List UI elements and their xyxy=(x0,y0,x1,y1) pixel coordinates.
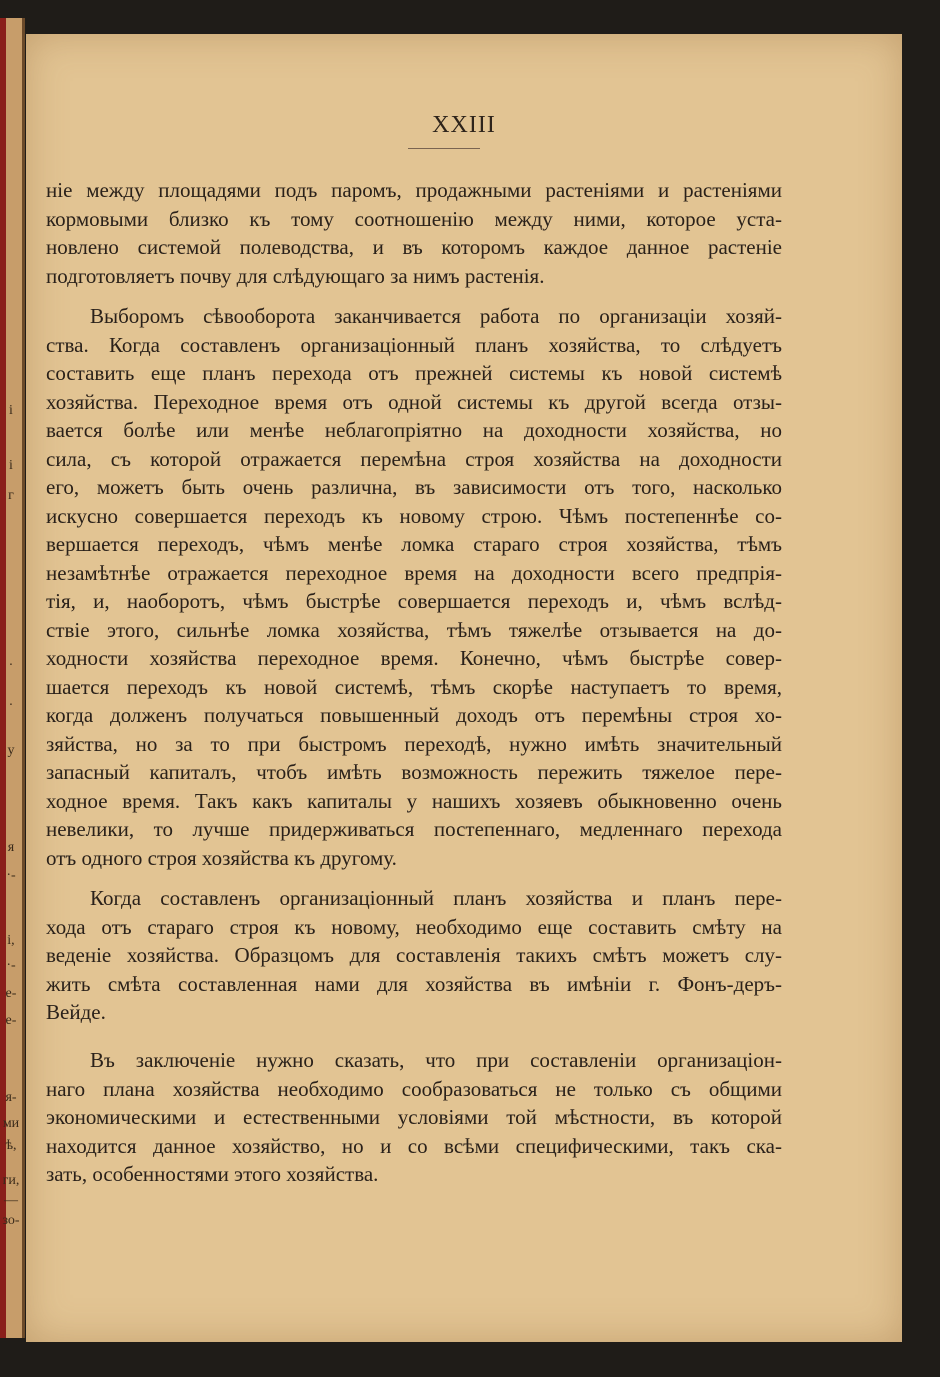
text-line: вается болѣе или менѣе неблагопріятно на доходности хозяйства, но xyxy=(46,418,782,442)
text-line: веденіе хозяйства. Образцомъ для составленія такихъ смѣтъ можетъ слу- xyxy=(46,943,782,967)
text-line: запасный капиталъ, чтобъ имѣть возможность пережить тяжелое пере- xyxy=(46,760,782,784)
text-line: незамѣтнѣе отражается переходное время на доходности всего предпрія- xyxy=(46,560,782,585)
text-line: хода отъ стараго строя къ новому, необходимо еще составить смѣту на xyxy=(46,914,782,939)
margin-fragment: я xyxy=(7,840,15,855)
text-line: когда долженъ получаться повышенный доходъ отъ перемѣны строя хо- xyxy=(46,703,782,727)
margin-fragment: е- xyxy=(5,1013,17,1028)
text-line: кормовыми близко къ тому соотношенію между ними, которое уста- xyxy=(46,206,782,231)
text-line: подготовляетъ почву для слѣдующаго за нимъ растенія. xyxy=(46,263,545,288)
text-line: ства. Когда составленъ организаціонный планъ хозяйства, то слѣдуетъ xyxy=(46,332,782,357)
text-line: зать, особенностями этого хозяйства. xyxy=(46,1162,379,1186)
text-line: Выборомъ сѣвооборота заканчивается работа по организаціи хозяй- xyxy=(90,304,782,328)
text-line: его, можетъ быть очень различна, въ зависимости отъ того, насколько xyxy=(46,475,782,499)
text-line: ходности хозяйства переходное время. Конечно, чѣмъ быстрѣе совер- xyxy=(46,646,782,670)
text-line: хозяйства. Переходное время отъ одной системы къ другой всегда отзы- xyxy=(46,389,782,414)
margin-fragment: · xyxy=(8,658,14,673)
text-line: наго плана хозяйства необходимо сообразоваться не только съ общими xyxy=(46,1076,782,1101)
paragraph-1 xyxy=(46,176,782,290)
margin-fragment: ·- xyxy=(6,958,16,973)
text-line: тія, и, наоборотъ, чѣмъ быстрѣе совершается переходъ и, чѣмъ вслѣд- xyxy=(46,589,782,613)
text-line: новлено системой полеводства, и въ которомъ каждое данное растеніе xyxy=(46,235,782,259)
margin-fragment: · xyxy=(8,698,14,713)
margin-fragment: — xyxy=(4,1193,18,1208)
margin-fragment: ги, xyxy=(2,1173,20,1188)
margin-fragment: і, xyxy=(7,933,15,948)
text-line: Въ заключеніе нужно сказать, что при составленіи организаціон- xyxy=(90,1048,782,1072)
header-rule xyxy=(408,148,480,149)
margin-fragment: і xyxy=(9,458,13,473)
text-line: составить еще планъ перехода отъ прежней системы къ новой системѣ xyxy=(46,361,782,385)
margin-fragment: ми xyxy=(2,1116,20,1131)
page-number: XXIII xyxy=(432,112,496,138)
text-line: сила, съ которой отражается перемѣна строя хозяйства на доходности xyxy=(46,446,782,471)
book-page xyxy=(26,34,902,1342)
margin-fragment: зо- xyxy=(2,1213,20,1228)
text-line: Когда составленъ организаціонный планъ хозяйства и планъ пере- xyxy=(90,886,782,910)
text-line: ствіе этого, сильнѣе ломка хозяйства, тѣмъ тяжелѣе отзывается на до- xyxy=(46,617,782,642)
text-line: жить смѣта составленная нами для хозяйства въ имѣніи г. Фонъ-деръ- xyxy=(46,971,782,996)
text-line: ходное время. Такъ какъ капиталы у нашихъ хозяевъ обыкновенно очень xyxy=(46,788,782,813)
margin-fragment: ·- xyxy=(6,868,16,883)
text-line: ніе между площадями подъ паромъ, продажными растеніями и растеніями xyxy=(46,178,782,202)
text-line: вершается переходъ, чѣмъ менѣе ломка стараго строя хозяйства, тѣмъ xyxy=(46,532,782,556)
text-line: искусно совершается переходъ къ новому строю. Чѣмъ постепеннѣе со- xyxy=(46,503,782,528)
text-line: находится данное хозяйство, но и со всѣми специфическими, такъ ска- xyxy=(46,1133,782,1158)
margin-fragment: е- xyxy=(5,986,17,1001)
paragraph-3 xyxy=(46,884,782,1027)
text-line: Вейде. xyxy=(46,1000,106,1024)
previous-page-edge xyxy=(0,18,25,1338)
text-line: невелики, то лучше придерживаться постепеннаго, медленнаго перехода xyxy=(46,817,782,841)
margin-fragment: я- xyxy=(5,1090,17,1105)
text-line: зяйства, но за то при быстромъ переходѣ, нужно имѣть значительный xyxy=(46,731,782,756)
text-line: экономическими и естественными условіями той мѣстности, въ которой xyxy=(46,1105,782,1129)
margin-fragment: ѣ, xyxy=(5,1138,17,1153)
paragraph-4 xyxy=(46,1046,782,1189)
margin-fragment: і xyxy=(9,403,13,418)
margin-fragment: у xyxy=(7,743,15,758)
paragraph-2 xyxy=(46,302,782,872)
text-line: отъ одного строя хозяйства къ другому. xyxy=(46,845,397,870)
text-line: шается переходъ къ новой системѣ, тѣмъ скорѣе наступаетъ то время, xyxy=(46,674,782,699)
margin-fragment: г xyxy=(8,488,14,503)
